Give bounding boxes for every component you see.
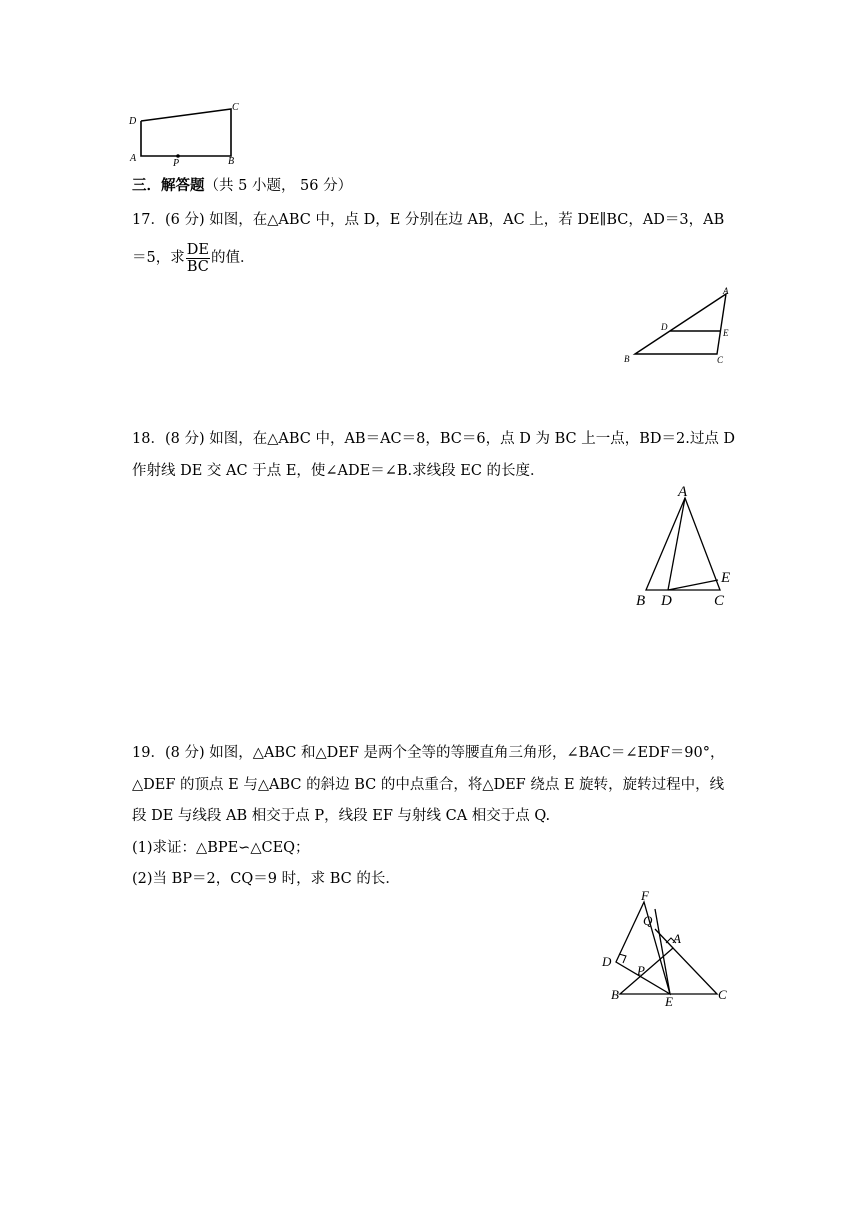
figure-q18 bbox=[630, 482, 740, 610]
q18-label-C: C bbox=[714, 593, 725, 609]
label-D: D bbox=[129, 116, 137, 127]
label-A: A bbox=[130, 153, 137, 164]
q18-label-B: B bbox=[636, 593, 646, 609]
q19-line2: △DEF 的顶点 E 与△ABC 的斜边 BC 的中点重合，将△DEF 绕点 E 旋转，旋转过程中，线 bbox=[132, 777, 725, 793]
q17-label-A: A bbox=[723, 286, 729, 296]
q17-line2 bbox=[132, 240, 254, 276]
q18-label-A: A bbox=[678, 484, 688, 500]
section-heading bbox=[132, 176, 352, 196]
q17-line2-post: 的值． bbox=[210, 250, 255, 266]
q19-line4: (1)求证：△BPE∽△CEQ； bbox=[132, 840, 310, 856]
q17-fraction bbox=[186, 242, 210, 275]
q17-line2-pre: ＝5，求 bbox=[132, 250, 185, 266]
section-note: （共 5 小题， 56 分） bbox=[204, 178, 353, 194]
q19-label-D: D bbox=[602, 954, 612, 969]
q17-label-E: E bbox=[723, 328, 729, 338]
label-C: C bbox=[232, 102, 239, 113]
q18-label-D: D bbox=[661, 593, 672, 609]
section-title: 三．解答题 bbox=[132, 177, 205, 194]
q19-label-C: C bbox=[718, 987, 727, 1002]
q17-label-C: C bbox=[717, 355, 724, 365]
label-B: B bbox=[228, 156, 235, 167]
q19-line1: 19．(8 分) 如图，△ABC 和△DEF 是两个全等的等腰直角三角形，∠BAC＝∠EDF＝90°， bbox=[132, 745, 725, 761]
q19-label-A: A bbox=[673, 931, 681, 946]
q17-fraction-denominator: BC bbox=[186, 258, 209, 275]
q17-label-D: D bbox=[661, 322, 668, 332]
q19-label-P: P bbox=[637, 963, 645, 978]
q19-label-E: E bbox=[665, 994, 673, 1009]
q18-line2: 作射线 DE 交 AC 于点 E，使∠ADE＝∠B.求线段 EC 的长度． bbox=[132, 463, 545, 479]
q17-line1: 17．(6 分) 如图，在△ABC 中，点 D，E 分别在边 AB，AC 上，若 DE∥BC，AD＝3，AB bbox=[132, 212, 725, 228]
label-P: P bbox=[173, 158, 180, 168]
q19-label-Q: Q bbox=[643, 913, 653, 928]
figure-quadrilateral bbox=[120, 96, 250, 168]
q17-fraction-numerator: DE bbox=[186, 241, 209, 258]
q19-line5: (2)当 BP＝2，CQ＝9 时，求 BC 的长． bbox=[132, 871, 400, 887]
figure-q17 bbox=[615, 282, 740, 370]
q17-label-B: B bbox=[624, 354, 630, 364]
q18-label-E: E bbox=[721, 570, 731, 586]
q19-label-B: B bbox=[611, 987, 619, 1002]
figure-q19 bbox=[595, 885, 740, 1011]
q19-line3: 段 DE 与线段 AB 相交于点 P，线段 EF 与射线 CA 相交于点 Q. bbox=[132, 808, 551, 824]
q18-line1: 18．(8 分) 如图，在△ABC 中，AB＝AC＝8，BC＝6，点 D 为 BC 上一点，BD＝2.过点 D bbox=[132, 431, 736, 447]
q19-label-F: F bbox=[641, 888, 649, 903]
